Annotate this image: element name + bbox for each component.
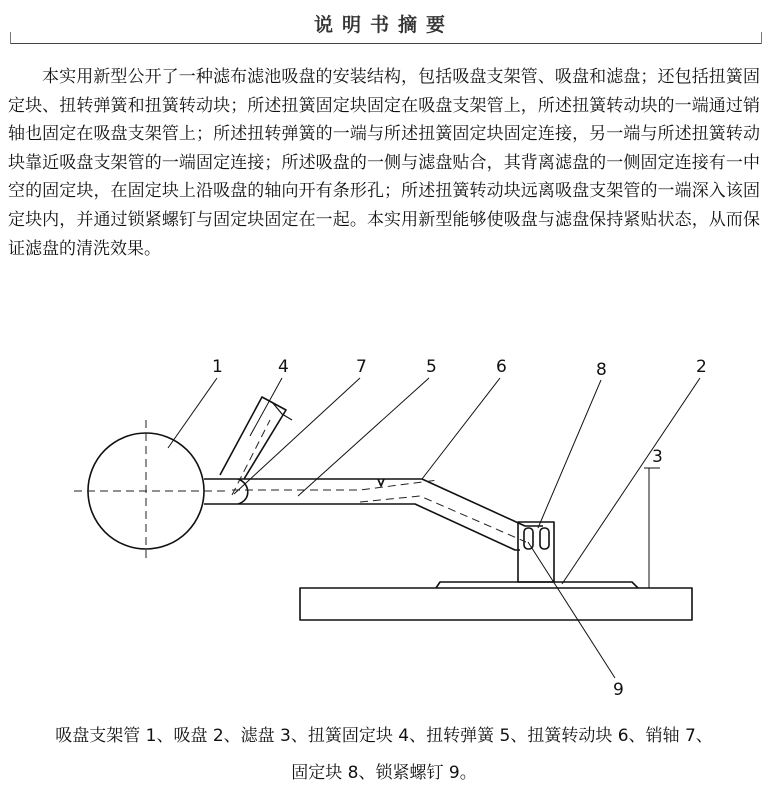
label-4: 4 xyxy=(278,357,289,377)
spring-fixing-block-shape xyxy=(220,397,286,479)
label-3: 3 xyxy=(652,447,663,467)
header-rule xyxy=(10,43,762,44)
label-9: 9 xyxy=(613,680,624,700)
pin-hidden-line xyxy=(232,420,270,495)
spring-hidden-line xyxy=(232,480,438,490)
patent-figure xyxy=(60,350,710,710)
label-1: 1 xyxy=(212,357,223,377)
label-5: 5 xyxy=(426,357,437,377)
header-corner-right xyxy=(761,32,762,44)
abstract-paragraph: 本实用新型公开了一种滤布滤池吸盘的安装结构，包括吸盘支架管、吸盘和滤盘；还包括扭簧固定块、扭转弹簧和扭簧转动块；所述扭簧固定块固定在吸盘支架管上，所述扭簧转动块的一端通过销轴也固定在吸盘支架管上；所述扭转弹簧的一端与所述扭簧固定块固定连接，另一端与所述扭簧转动块靠近吸盘支架管的一端固定连接；所述吸盘的一侧与滤盘贴合，其背离滤盘的一侧固定连接有一中空的固定块，在固定块上沿吸盘的轴向开有条形孔；所述扭簧转动块远离吸盘支架管的一端深入该固定块内，并通过锁紧螺钉与固定块固定在一起。本实用新型能够使吸盘与滤盘保持紧贴状态，从而保证滤盘的清洗效果。 xyxy=(8,67,760,259)
leader-6 xyxy=(422,378,500,479)
rotating-block-hidden-line xyxy=(360,496,526,542)
caption-line-2: 固定块 8、锁紧螺钉 9。 xyxy=(291,763,477,783)
label-6: 6 xyxy=(496,357,507,377)
suction-cup-shape xyxy=(436,582,638,588)
label-8: 8 xyxy=(596,360,607,380)
page-header xyxy=(0,0,768,48)
pipe-bend-upper xyxy=(385,479,543,526)
label-7: 7 xyxy=(356,357,367,377)
leader-4 xyxy=(250,378,282,436)
header-corner-left xyxy=(10,32,11,44)
leader-2 xyxy=(562,378,700,584)
mechanical-drawing xyxy=(60,350,710,710)
filter-disc-plate xyxy=(300,588,692,620)
caption-line-1: 吸盘支架管 1、吸盘 2、滤盘 3、扭簧固定块 4、扭转弹簧 5、扭簧转动块 6、销轴 7、 xyxy=(55,726,713,746)
locking-screw-left xyxy=(524,528,533,549)
pipe-bend-lower xyxy=(385,504,520,550)
leader-9 xyxy=(528,542,615,678)
locking-screw-right xyxy=(540,528,549,549)
label-2: 2 xyxy=(696,357,707,377)
page-title: 说明书摘要 xyxy=(313,14,454,36)
leader-1 xyxy=(168,378,217,448)
leader-8 xyxy=(538,380,601,528)
leader-7 xyxy=(234,378,360,494)
pipe-notch xyxy=(378,479,384,486)
